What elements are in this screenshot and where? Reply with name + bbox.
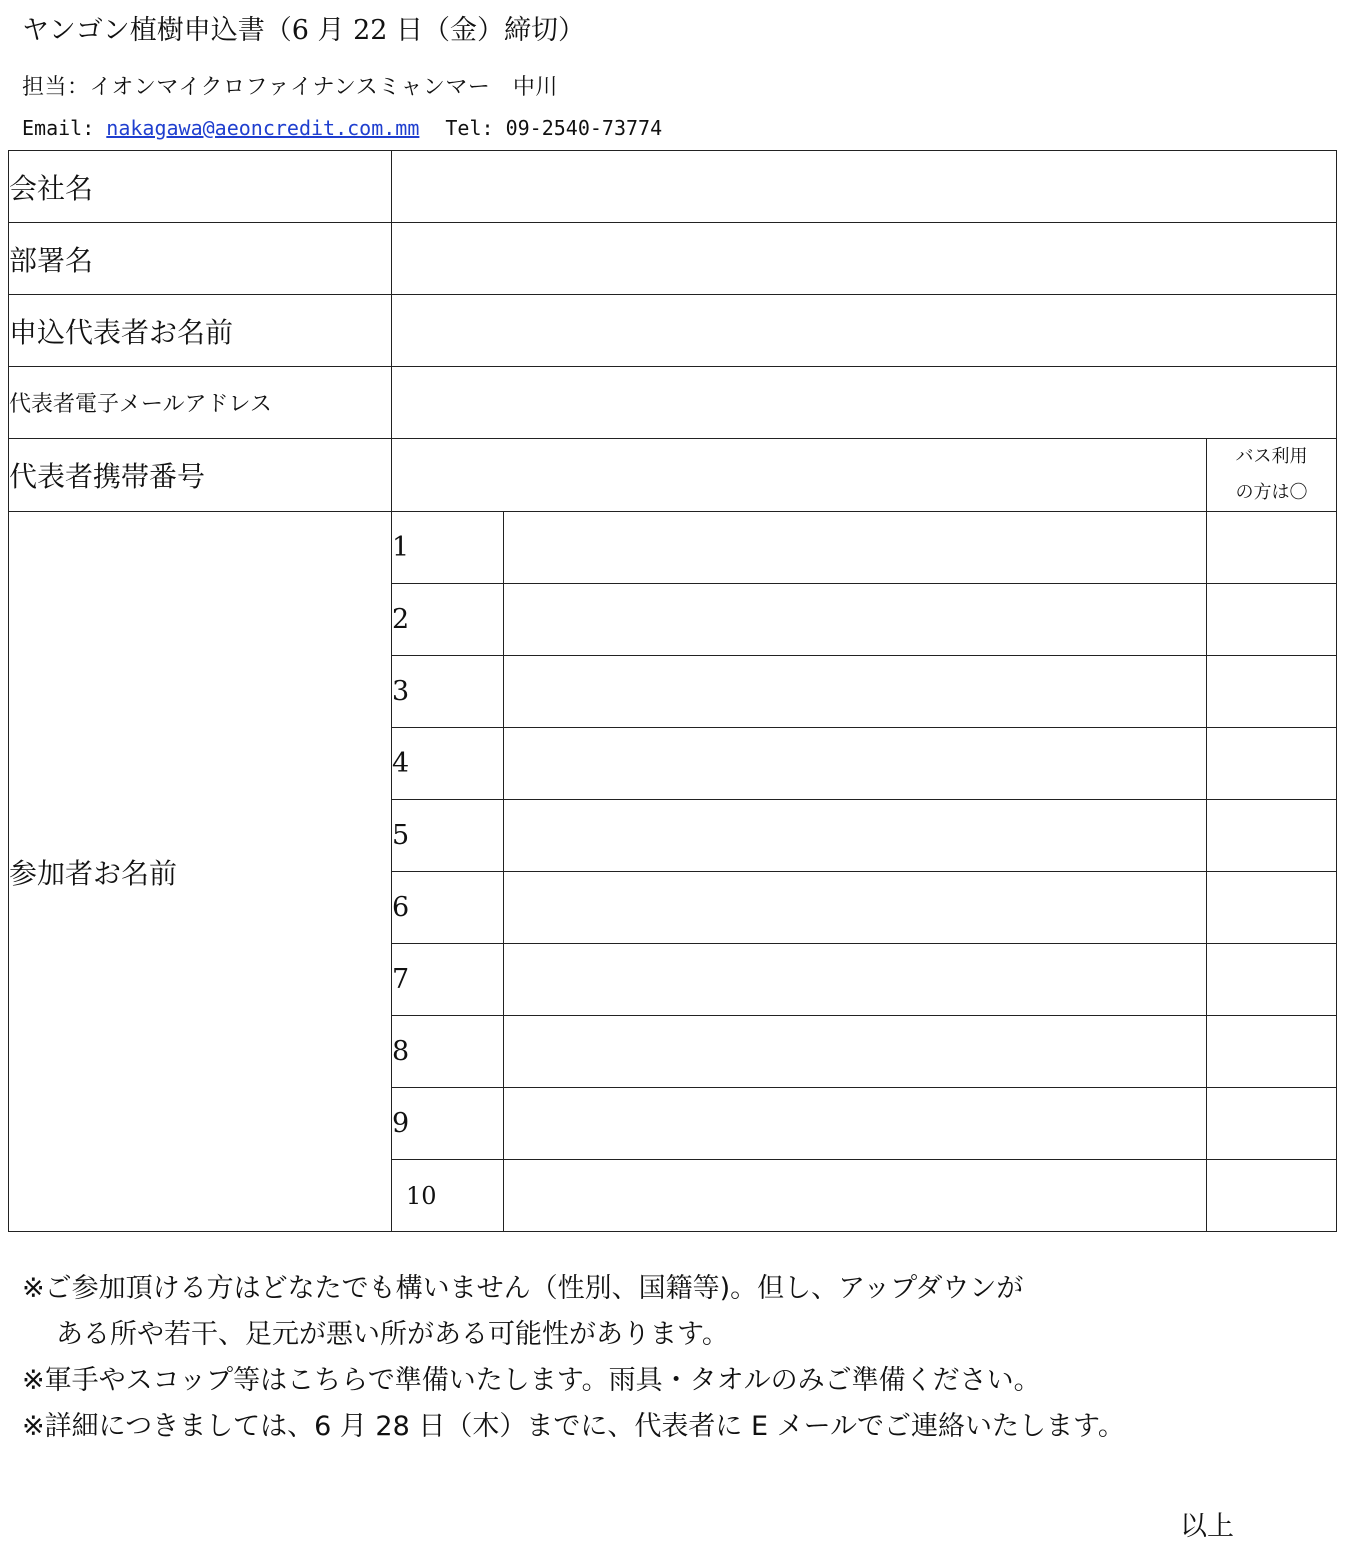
representative-label: 申込代表者お名前 [9,295,392,367]
bus-usage-field[interactable] [1207,1160,1337,1232]
bus-usage-field[interactable] [1207,1088,1337,1160]
participant-name-field[interactable] [504,512,1207,584]
rep-mobile-field[interactable] [392,439,1207,512]
bus-usage-field[interactable] [1207,656,1337,728]
email-label: Email: [22,116,107,140]
note-line: ある所や若干、足元が悪い所がある可能性があります。 [56,1319,729,1350]
rep-email-row [9,367,1337,439]
note-line: ※軍手やスコップ等はこちらで準備いたします。雨具・タオルのみご準備ください。 [22,1365,1041,1396]
participant-name-field[interactable] [504,656,1207,728]
bus-usage-field[interactable] [1207,728,1337,800]
participant-name-field[interactable] [504,584,1207,656]
note-line: ※ご参加頂ける方はどなたでも構いません（性別、国籍等)。但し、アップダウンが [22,1273,1024,1304]
participant-number: 10 [392,1160,504,1232]
representative-field[interactable] [392,295,1337,367]
participant-number: 5 [392,800,504,872]
tel-text: Tel: 09-2540-73774 [445,116,663,140]
bus-usage-field[interactable] [1207,512,1337,584]
participant-name-field[interactable] [504,728,1207,800]
company-field[interactable] [392,151,1337,223]
participant-row [9,512,1337,584]
participant-number: 4 [392,728,504,800]
rep-email-label: 代表者電子メールアドレス [9,367,392,439]
participant-name-field[interactable] [504,1160,1207,1232]
participant-number: 9 [392,1088,504,1160]
bus-header-line1: バス利用 [1235,446,1308,467]
participant-name-field[interactable] [504,1088,1207,1160]
company-label: 会社名 [9,151,392,223]
department-row [9,223,1337,295]
rep-mobile-row [9,439,1337,512]
contact-line [22,116,662,140]
bus-usage-header [1207,439,1337,512]
contact-person: 担当：イオンマイクロファイナンスミャンマー 中川 [22,75,558,100]
participant-name-field[interactable] [504,872,1207,944]
participant-number: 6 [392,872,504,944]
notes [22,1266,1125,1450]
participant-number: 3 [392,656,504,728]
bus-usage-field[interactable] [1207,800,1337,872]
form-title: ヤンゴン植樹申込書（6 月 22 日（金）締切） [22,15,586,46]
bus-usage-field[interactable] [1207,872,1337,944]
participant-name-field[interactable] [504,944,1207,1016]
note-line: ※詳細につきましては、6 月 28 日（木）までに、代表者に E メールでご連絡いたします。 [22,1411,1125,1442]
participant-number: 8 [392,1016,504,1088]
closing-text: 以上 [1180,1511,1234,1542]
representative-row [9,295,1337,367]
participant-number: 7 [392,944,504,1016]
participant-name-field[interactable] [504,1016,1207,1088]
bus-usage-field[interactable] [1207,944,1337,1016]
bus-header-line2: の方は〇 [1235,482,1308,503]
company-row [9,151,1337,223]
application-form-table [8,150,1337,1232]
participant-number: 2 [392,584,504,656]
participant-name-field[interactable] [504,800,1207,872]
department-field[interactable] [392,223,1337,295]
department-label: 部署名 [9,223,392,295]
bus-usage-field[interactable] [1207,1016,1337,1088]
bus-usage-field[interactable] [1207,584,1337,656]
rep-email-field[interactable] [392,367,1337,439]
participant-number: 1 [392,512,504,584]
email-link[interactable]: nakagawa@aeoncredit.com.mm [106,116,420,140]
rep-mobile-label: 代表者携帯番号 [9,439,392,512]
participants-label: 参加者お名前 [9,512,392,1232]
